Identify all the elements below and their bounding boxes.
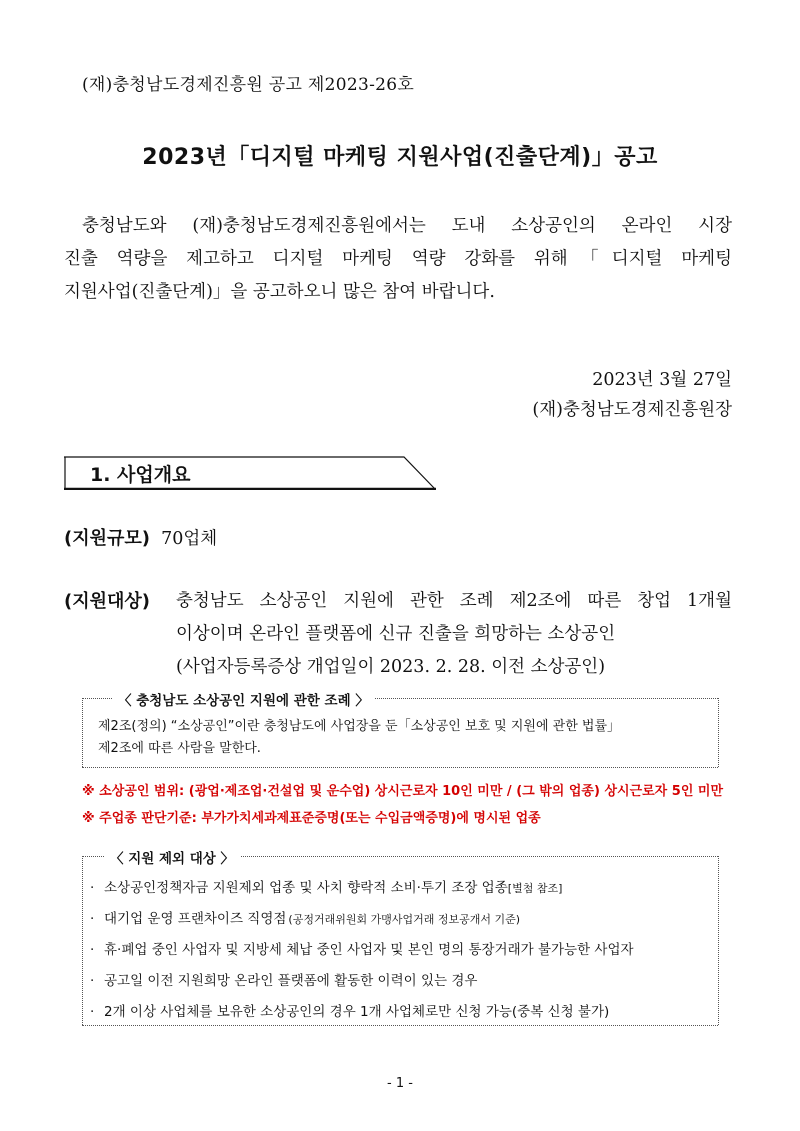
main-industry-criteria-note: ※ 주업종 판단기준: 부가가치세과제표준증명(또는 수입금액증명)에 명시된 업종 bbox=[82, 811, 541, 826]
notice-number: (재)충청남도경제진흥원 공고 제2023-26호 bbox=[82, 75, 415, 95]
ordinance-text-line-2: 제2조에 따른 사람을 말한다. bbox=[98, 741, 261, 756]
bullet-icon: · bbox=[90, 973, 95, 989]
page-number: - 1 - bbox=[387, 1076, 413, 1091]
intro-line-3: 지원사업(진출단계)」을 공고하오니 많은 참여 바랍니다. bbox=[64, 282, 495, 302]
support-scale-label: (지원규모) bbox=[64, 528, 151, 549]
ordinance-box-caption: 〈 충청남도 소상공인 지원에 관한 조례 〉 bbox=[112, 689, 375, 709]
bullet-icon: · bbox=[90, 911, 95, 927]
small-business-scope-note: ※ 소상공인 범위: (광업·제조업·건설업 및 운수업) 상시근로자 10인 미만 / (그 밖의 업종) 상시근로자 5인 미만 bbox=[82, 784, 724, 799]
announcement-date: 2023년 3월 27일 bbox=[592, 370, 732, 390]
exclusion-item: · 휴·폐업 중인 사업자 및 지방세 체납 중인 사업자 및 본인 명의 통장거래가 불가능한 사업자 bbox=[90, 942, 634, 958]
exclusion-item: · 2개 이상 사업체를 보유한 소상공인의 경우 1개 사업체로만 신청 가능(중복 신청 불가) bbox=[90, 1004, 610, 1020]
support-scale-value: 70업체 bbox=[161, 529, 218, 549]
intro-line-2: 진출 역량을 제고하고 디지털 마케팅 역량 강화를 위해「디지털 마케팅 bbox=[64, 249, 732, 269]
bullet-icon: · bbox=[90, 1004, 95, 1020]
exclusion-item: · 소상공인정책자금 지원제외 업종 및 사치 향락적 소비·투기 조장 업종[별첨 참조] bbox=[90, 880, 563, 896]
exclusion-item: · 대기업 운영 프랜차이즈 직영점 (공정거래위원회 가맹사업거래 정보공개서 기준) bbox=[90, 911, 521, 927]
support-target-label: (지원대상) bbox=[64, 591, 151, 612]
section-header bbox=[64, 456, 436, 490]
issuer-name: (재)충청남도경제진흥원장 bbox=[532, 400, 732, 420]
support-target-line-3: (사업자등록증상 개업일이 2023. 2. 28. 이전 소상공인) bbox=[176, 657, 606, 677]
intro-line-1: 충청남도와 (재)충청남도경제진흥원에서는 도내 소상공인의 온라인 시장 bbox=[82, 216, 732, 236]
support-target-line-2: 이상이며 온라인 플랫폼에 신규 진출을 희망하는 소상공인 bbox=[176, 624, 616, 644]
exclusion-box-caption: 〈 지원 제외 대상 〉 bbox=[104, 847, 240, 867]
bullet-icon: · bbox=[90, 880, 95, 896]
support-scale-row bbox=[64, 524, 217, 550]
ordinance-text-line-1: 제2조(정의) “소상공인”이란 충청남도에 사업장을 둔「소상공인 보호 및 지원에 관한 법률」 bbox=[98, 719, 621, 734]
section-title: 1. 사업개요 bbox=[90, 464, 191, 486]
exclusion-item: · 공고일 이전 지원희망 온라인 플랫폼에 활동한 이력이 있는 경우 bbox=[90, 973, 478, 989]
bullet-icon: · bbox=[90, 942, 95, 958]
document-title: 2023년「디지털 마케팅 지원사업(진출단계)」공고 bbox=[142, 145, 658, 170]
support-target-line-1: 충청남도 소상공인 지원에 관한 조례 제2조에 따른 창업 1개월 bbox=[176, 591, 732, 611]
